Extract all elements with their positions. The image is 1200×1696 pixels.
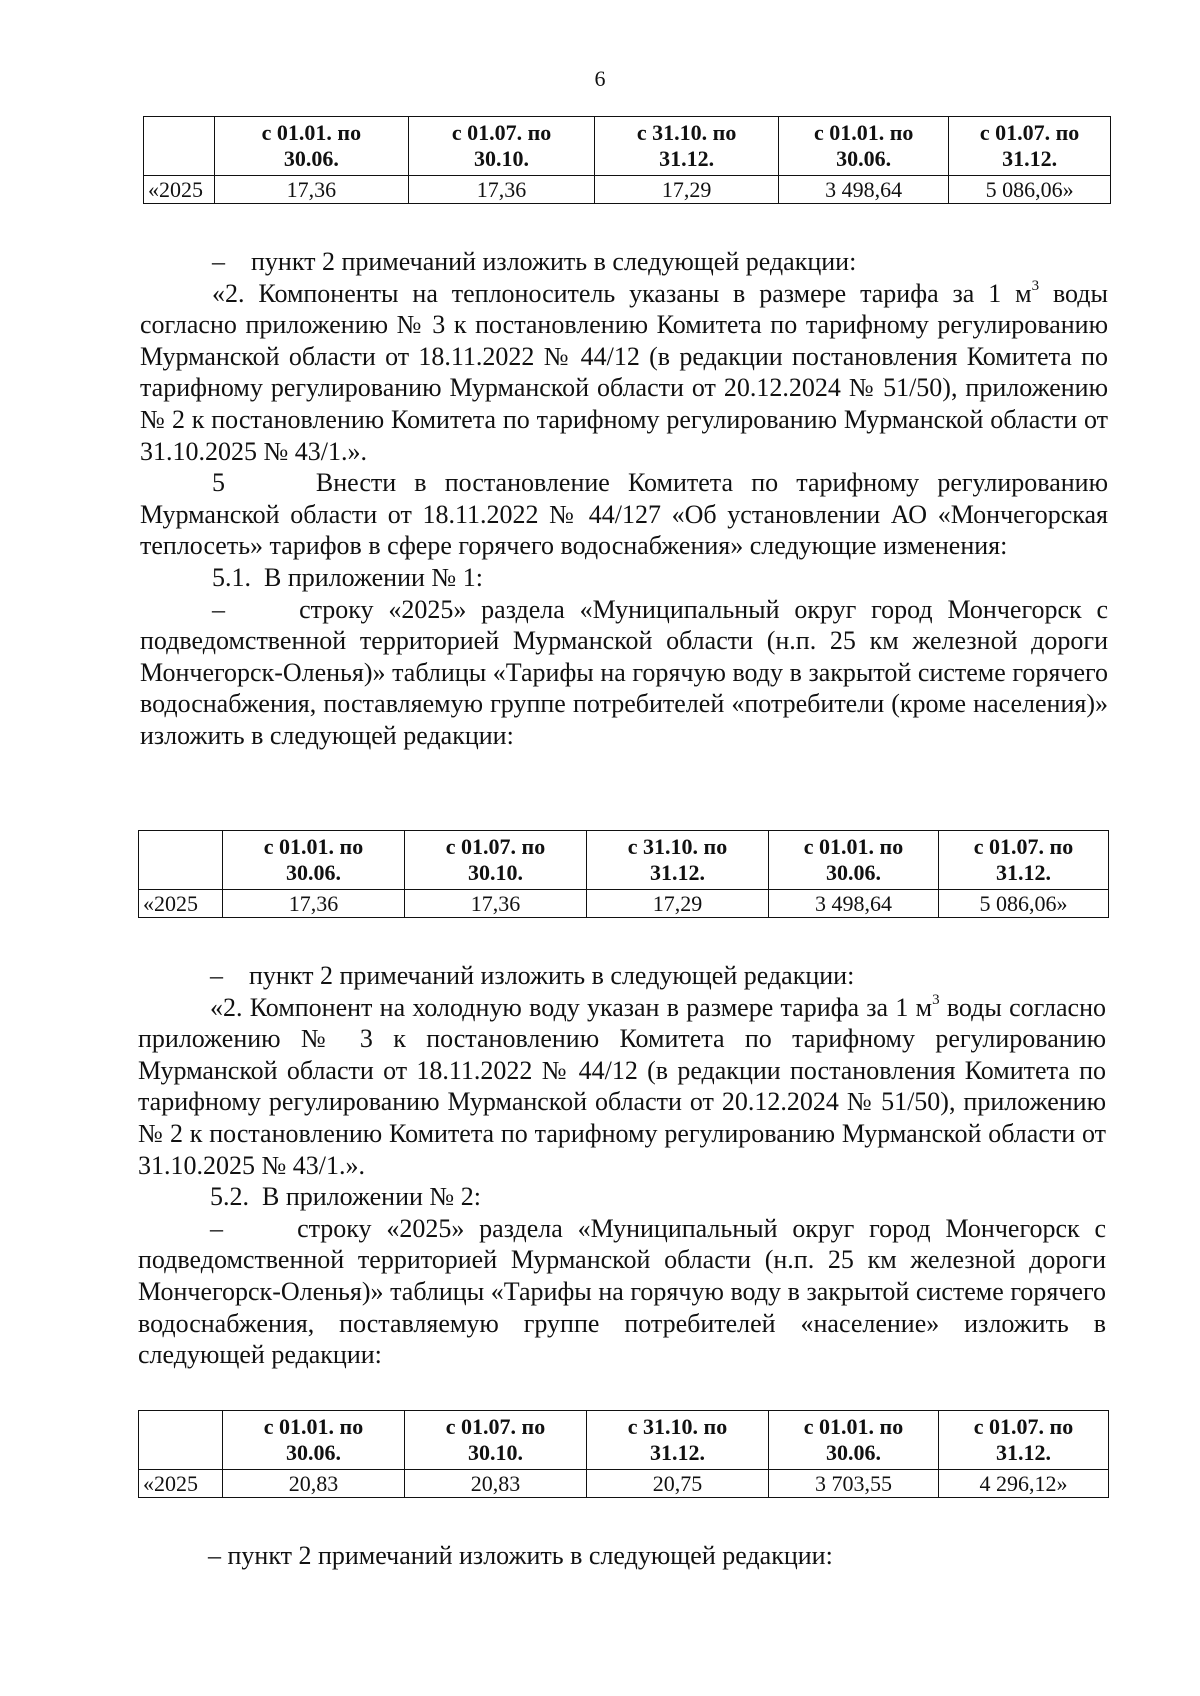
tariff-table-1 [143,116,1111,204]
page-number: 6 [594,66,606,91]
value-cell: 17,36 [409,176,595,204]
header-cell: с 01.07. по 31.12. [949,117,1111,176]
table-row [144,176,1111,204]
value-cell: 20,83 [405,1470,587,1498]
item-5-1-heading: 5.1. В приложении № 1: [212,562,483,592]
text-block-1 [140,246,1108,752]
header-cell-empty [139,1411,223,1470]
table-header-row [144,117,1111,176]
header-cell: с 01.07. по 30.10. [409,117,595,176]
value-cell: 5 086,06» [949,176,1111,204]
header-cell: с 01.07. по 30.10. [405,1411,587,1470]
dash-paragraph: – пункт 2 примечаний изложить в следующей редакции: [210,961,855,990]
header-cell: с 01.01. по 30.06. [223,1411,405,1470]
year-cell: «2025 [139,890,223,918]
header-cell: с 01.01. по 30.06. [214,117,408,176]
table-row [139,1470,1109,1498]
year-cell: «2025 [144,176,215,204]
value-cell: 20,75 [587,1470,769,1498]
tariff-table-2 [138,830,1109,918]
text-block-3 [208,1540,1108,1572]
header-cell: с 01.01. по 30.06. [769,831,939,890]
header-cell-empty [139,831,223,890]
dash-paragraph: – строку «2025» раздела «Муниципальный округ город Мончегорск с подведомственной территорией Мурманской области (н.п. 25 км железной дороги Мончегорск-Оленья)» таблицы «Тарифы на горячую воду в закрытой системе горячего водоснабжения, поставляемую группе потребителей «население» изложить в следующей редакции: [138,1213,1106,1370]
header-cell: с 31.10. по 31.12. [587,1411,769,1470]
header-cell: с 01.07. по 30.10. [405,831,587,890]
text-block-2 [138,960,1106,1371]
tariff-table-3 [138,1410,1109,1498]
header-cell: с 01.07. по 31.12. [939,831,1109,890]
value-cell: 3 498,64 [779,176,949,204]
value-cell: 17,29 [595,176,779,204]
header-cell: с 31.10. по 31.12. [595,117,779,176]
header-cell-empty [144,117,215,176]
value-cell: 3 498,64 [769,890,939,918]
note-paragraph: «2. Компоненты на теплоноситель указаны в размере тарифа за 1 $м^3$ воды согласно приложению № 3 к постановлению Комитета по тарифному регулированию Мурманской области от 18.11.2022 № 44/12 (в редакции постановления Комитета по тарифному регулированию Мурманской области от 20.12.2024 № 51/50), приложению № 2 к постановлению Комитета по тарифному регулированию Мурманской области от 31.10.2025 № 43/1.». [140,277,1109,466]
dash-paragraph: – пункт 2 примечаний изложить в следующей редакции: [208,1541,833,1570]
header-cell: с 01.01. по 30.06. [779,117,949,176]
table-header-row [139,831,1109,890]
value-cell: 4 296,12» [939,1470,1109,1498]
dash-paragraph: – пункт 2 примечаний изложить в следующей редакции: [212,247,857,276]
value-cell: 5 086,06» [939,890,1109,918]
value-cell: 17,36 [223,890,405,918]
item-5-paragraph: 5 Внести в постановление Комитета по тарифному регулированию Мурманской области от 18.11.2022 № 44/127 «Об установлении АО «Мончегорская теплосеть» тарифов в сфере горячего водоснабжения» следующие изменения: [140,468,1108,561]
header-cell: с 01.07. по 31.12. [939,1411,1109,1470]
dash-paragraph: – строку «2025» раздела «Муниципальный округ город Мончегорск с подведомственной территорией Мурманской области (н.п. 25 км железной дороги Мончегорск-Оленья)» таблицы «Тарифы на горячую воду в закрытой системе горячего водоснабжения, поставляемую группе потребителей «потребители (кроме населения)» изложить в следующей редакции: [140,594,1108,750]
header-cell: с 01.01. по 30.06. [769,1411,939,1470]
header-cell: с 01.01. по 30.06. [223,831,405,890]
year-cell: «2025 [139,1470,223,1498]
value-cell: 17,36 [214,176,408,204]
value-cell: 17,36 [405,890,587,918]
value-cell: 3 703,55 [769,1470,939,1498]
note-paragraph: «2. Компонент на холодную воду указан в размере тарифа за 1 $м^3$ воды согласно приложению № 3 к постановлению Комитета по тарифному регулированию Мурманской области от 18.11.2022 № 44/12 (в редакции постановления Комитета по тарифному регулированию Мурманской области от 20.12.2024 № 51/50), приложению № 2 к постановлению Комитета по тарифному регулированию Мурманской области от 31.10.2025 № 43/1.». [138,991,1106,1180]
value-cell: 17,29 [587,890,769,918]
table-header-row [139,1411,1109,1470]
item-5-2-heading: 5.2. В приложении № 2: [210,1182,481,1212]
table-row [139,890,1109,918]
value-cell: 20,83 [223,1470,405,1498]
header-cell: с 31.10. по 31.12. [587,831,769,890]
